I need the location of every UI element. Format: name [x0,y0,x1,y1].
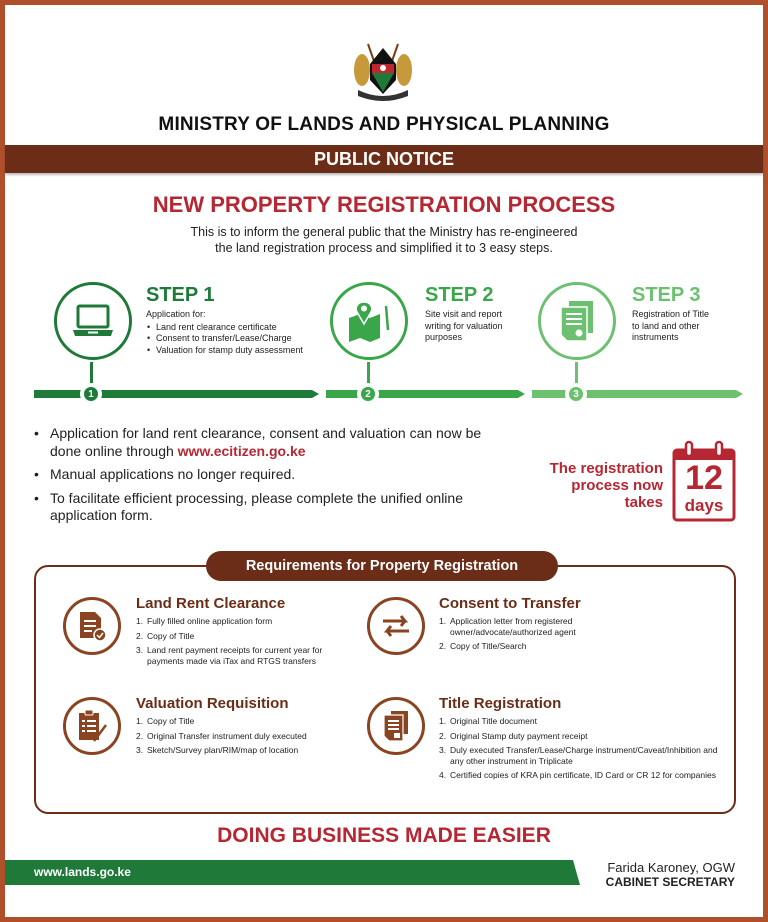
title-registration-title: Title Registration [439,695,562,712]
days-unit: days [684,496,724,515]
step-2-description [425,309,525,344]
calendar-icon [672,440,736,522]
valuation-icon-circle [63,697,121,755]
public-notice-banner: PUBLIC NOTICE [5,145,763,173]
requirement-item: 2. Copy of Title [136,630,195,641]
ministry-name: MINISTRY OF LANDS AND PHYSICAL PLANNING [158,114,610,135]
requirement-item: 3. Sketch/Survey plan/RIM/map of location [136,745,299,755]
requirement-item: 1. Original Title document [439,716,537,726]
consent-title: Consent to Transfer [439,595,581,612]
duration-text [535,460,663,511]
intro-line-1: This is to inform the general public that the Ministry has re-engineered [190,225,578,239]
step-2-line: purposes [425,332,463,342]
step-2-number-badge: 2 [357,383,379,405]
timeline-bar-3 [532,390,736,398]
step-1-number-badge: 1 [80,383,102,405]
step-1-lead: Application for: [146,309,206,319]
requirement-item: 2. Copy of Title/Search [439,641,527,651]
requirements-heading: Requirements for Property Registration [206,551,558,581]
bullet-unified-form: • To facilitate efficient processing, please complete the unified online application form. [34,490,484,525]
intro-line-2: the land registration process and simplified it to 3 easy steps. [215,241,553,255]
step-2-line: Site visit and report [425,309,503,319]
step-1-description [146,309,316,356]
requirement-item: 3. Duly executed Transfer/Lease/Charge instrument/Caveat/Inhibition and any other instrument in Triplicate [439,745,718,766]
step-3-number-badge: 3 [565,383,587,405]
consent-list [439,616,599,656]
intro-text [0,224,768,256]
info-bullets [34,425,484,531]
land-rent-icon-circle [63,597,121,655]
transfer-arrows-icon [379,613,413,639]
map-pin-icon [346,300,392,342]
duration-line: takes [624,494,663,511]
document-stack-icon [557,299,597,343]
requirement-item: 2. Original Transfer instrument duly executed [136,730,307,741]
requirement-item: 1. Fully filled online application form [136,616,273,626]
kenya-coat-of-arms-icon [348,40,418,104]
bullet-online-application: • Application for land rent clearance, consent and valuation can now be done online through www.ecitizen.go.ke [34,425,484,460]
requirement-item: 3. Land rent payment receipts for current year for payments made via iTax and RTGS transfers [136,645,323,666]
lands-website-link[interactable]: www.lands.go.ke [34,865,131,879]
step-3-icon-circle [538,282,616,360]
requirement-item: 1. Application letter from registered owner/advocate/authorized agent [439,616,576,637]
signatory-name: Farida Karoney, OGW [607,860,735,875]
clipboard-pen-icon [76,709,108,743]
timeline-bar-2 [326,390,518,398]
ecitizen-link[interactable]: www.ecitizen.go.ke [177,442,306,459]
step-2-heading: STEP 2 [425,284,494,306]
step-3-heading: STEP 3 [632,284,701,306]
document-stack-icon [382,710,410,742]
step-2-icon-circle [330,282,408,360]
requirement-item: 1. Copy of Title [136,716,195,726]
step-1-heading: STEP 1 [146,284,215,306]
page-title: NEW PROPERTY REGISTRATION PROCESS [152,192,616,217]
consent-icon-circle [367,597,425,655]
valuation-title: Valuation Requisition [136,695,289,712]
step-3-line: to land and other [632,320,700,331]
requirement-item: 4. Certified copies of KRA pin certificate, ID Card or CR 12 for companies [439,770,716,780]
duration-line: process now [571,477,663,494]
step-2-line: writing for valuation [425,320,503,331]
land-rent-title: Land Rent Clearance [136,595,286,612]
step-1-icon-circle [54,282,132,360]
land-rent-list [136,616,356,670]
step-1-item: • Consent to transfer/Lease/Charge [146,333,316,345]
step-3-line: instruments [632,332,679,342]
signatory-title: CABINET SECRETARY [605,875,735,889]
bullet-manual: • Manual applications no longer required. [34,466,484,484]
title-registration-list [439,716,729,785]
step-3-description [632,309,732,344]
laptop-icon [71,303,115,339]
duration-line: The registration [549,460,663,477]
timeline-bar-1 [34,390,312,398]
valuation-list [136,716,356,760]
title-registration-icon-circle [367,697,425,755]
slogan: DOING BUSINESS MADE EASIER [217,824,551,847]
step-1-item: • Valuation for stamp duty assessment [146,345,316,357]
days-number: 12 [685,459,723,497]
step-3-line: Registration of Title [632,309,710,319]
document-check-icon [77,610,107,642]
step-1-item: • Land rent clearance certificate [146,322,316,334]
requirement-item: 2. Original Stamp duty payment receipt [439,730,588,741]
